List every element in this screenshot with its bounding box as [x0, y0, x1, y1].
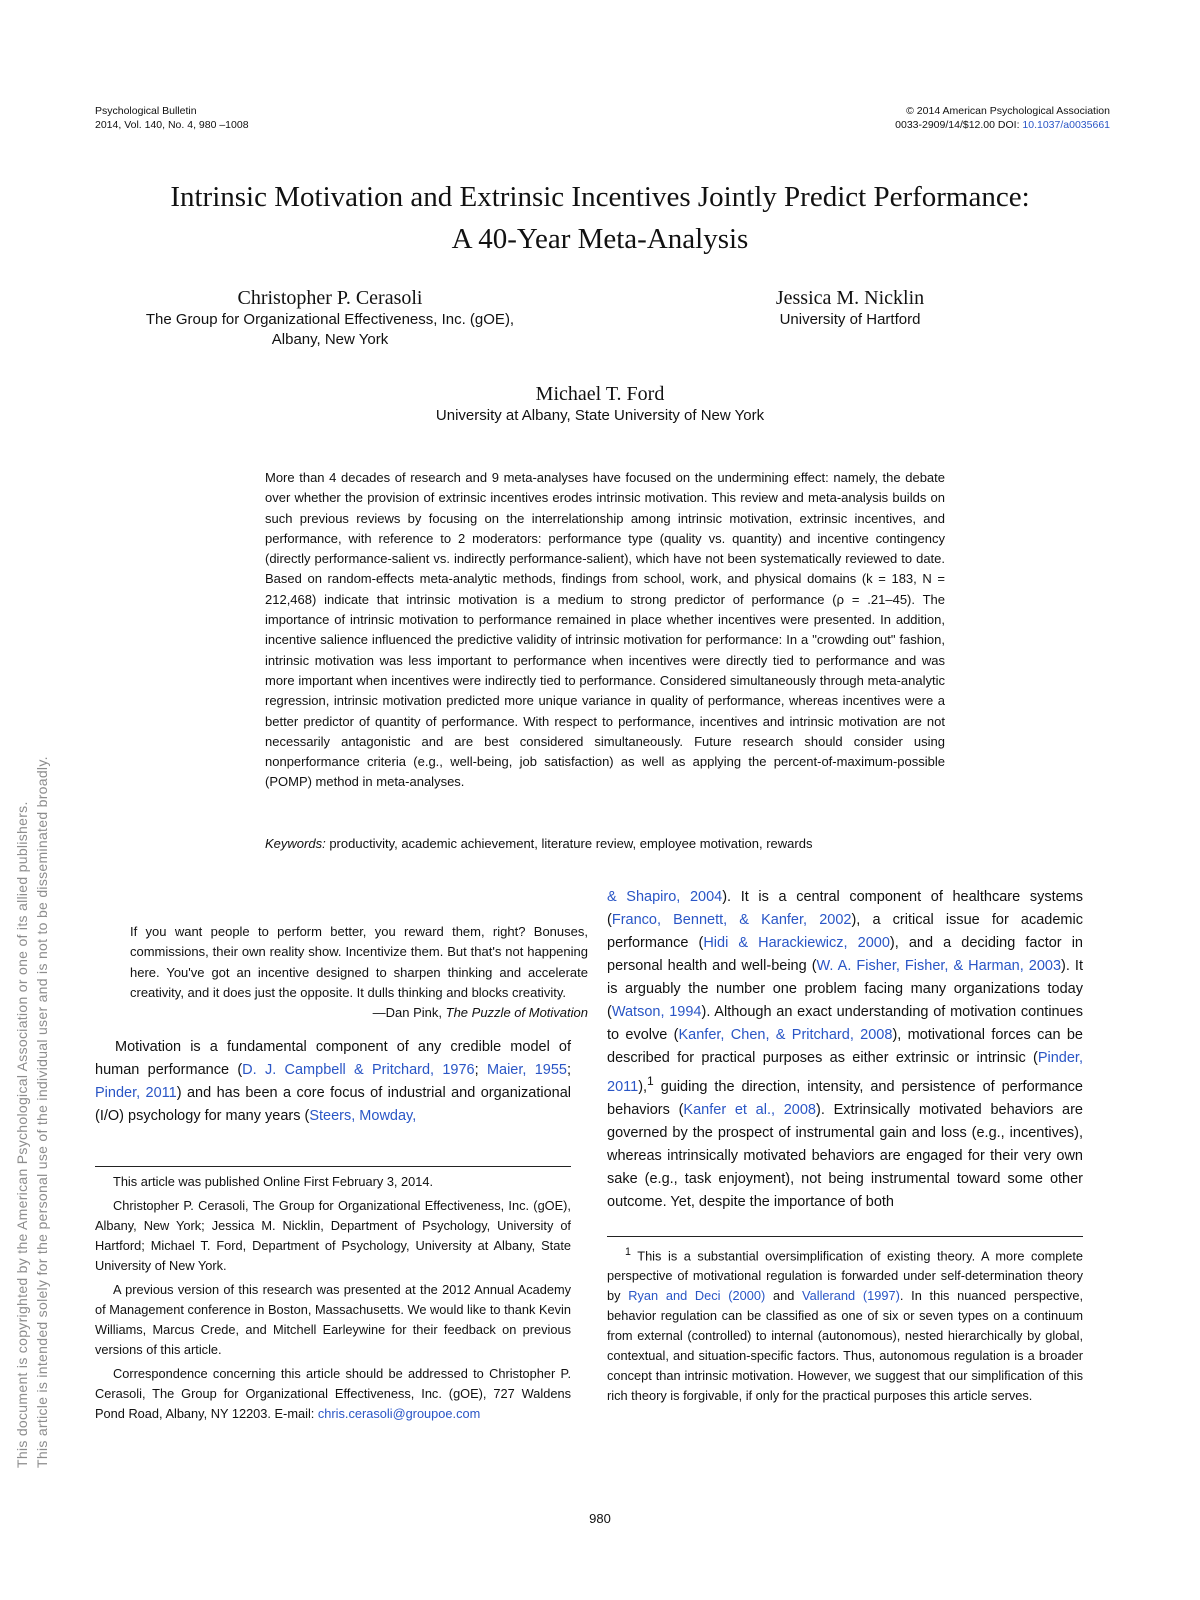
footnote-text: and — [765, 1288, 803, 1304]
citation-link[interactable]: Kanfer, Chen, & Pritchard, 2008 — [678, 1027, 893, 1043]
keywords-text: productivity, academic achievement, literature review, employee motivation, rewards — [325, 836, 813, 851]
body-text: ). Extrinsically motivated behaviors are governed by the prospect of instrumental gain and loss (e.g., incentives), whereas intrinsically motivated behaviors are engaged for their very own sake (e.g., task enjoyment), not being instrumental toward some other outcome. Yet, despite the importance of both — [607, 1101, 1083, 1210]
author-name: Jessica M. Nicklin — [775, 287, 925, 309]
footnote-acknowledgment: A previous version of this research was presented at the 2012 Annual Academy of Management conference in Boston, Massachusetts. We would like to thank Kevin Williams, Marcus Crede, and Mitchell Earleywine for their feedback on previous versions of this article. — [95, 1282, 571, 1357]
footnote-text: This is a substantial oversimplification of existing theory. A more complete perspective of motivational regulation is forwarded under self-determination theory by — [607, 1248, 1083, 1304]
author-affiliation: The Group for Organizational Effectiveness, Inc. (gOE), — [145, 311, 515, 328]
footnote-1-text — [607, 1242, 1083, 1406]
citation-link[interactable]: Kanfer et al., 2008 — [683, 1101, 817, 1118]
body-text: ). It is a central component of healthcare systems ( — [607, 889, 1084, 928]
body-text: guiding the direction, intensity, and persistence of performance behaviors ( — [607, 1078, 1083, 1118]
epigraph — [130, 922, 588, 1023]
citation-link[interactable]: & Shapiro, 2004 — [607, 889, 723, 905]
correspondence-text: Correspondence concerning this article should be addressed to Christopher P. Cerasoli, The Group for Organizational Effectiveness, Inc. (gOE), 727 Waldens Pond Road, Albany, NY 12203. E-mail: — [95, 1366, 571, 1421]
citation-link[interactable]: Ryan and Deci (2000) — [628, 1288, 766, 1304]
epigraph-source: The Puzzle of Motivation — [445, 1005, 588, 1021]
abstract: More than 4 decades of research and 9 meta-analyses have focused on the undermining effect: namely, the debate over whether the provision of extrinsic incentives erodes intrinsic motivation. This review and meta-analysis builds on such previous reviews by focusing on the interrelationship among intrinsic motivation, extrinsic incentives, and performance, with reference to 2 moderators: performance type (quality vs. quantity) and incentive contingency (directly performance-salient vs. indirectly performance-salient), which have not been systematically reviewed to date. Based on random-effects meta-analytic methods, findings from school, work, and physical domains (k = 183, N = 212,468) indicate that intrinsic motivation is a medium to strong predictor of performance (ρ = .21–45). The importance of intrinsic motivation to performance remained in place whether incentives were presented. In addition, incentive salience influenced the predictive validity of intrinsic motivation for performance: In a "crowding out" fashion, intrinsic motivation was less important to performance when incentives were directly tied to performance and was more important when incentives were indirectly tied to performance. Considered simultaneously through meta-analytic regression, intrinsic motivation predicted more unique variance in quality of performance, whereas incentives were a better predictor of quantity of performance. With respect to performance, incentives and intrinsic motivation are not necessarily antagonistic and are best considered simultaneously. Future research should consider using nonperformance criteria (e.g., well-being, job satisfaction) as well as applying the percent-of-maximum-possible (POMP) method in meta-analyses. — [265, 470, 945, 790]
body-text: ; — [566, 1062, 572, 1078]
body-text: ) and has been a core focus of industrial and organizational (I/O) psychology for many years ( — [95, 1085, 571, 1124]
author-affiliation-location: Albany, New York — [271, 331, 389, 348]
email-link[interactable]: chris.cerasoli@groupoe.com — [317, 1406, 481, 1421]
author-affiliation: University of Hartford — [779, 311, 921, 328]
body-paragraph-left — [95, 1036, 571, 1128]
citation-link[interactable]: D. J. Campbell & Pritchard, 1976 — [242, 1062, 475, 1078]
citation-link[interactable]: Franco, Bennett, & Kanfer, 2002 — [611, 912, 852, 928]
author-block-ford — [300, 382, 900, 426]
footnote-number: 1 — [625, 1246, 631, 1258]
citation-link[interactable]: Maier, 1955 — [486, 1062, 567, 1078]
citation-link[interactable]: Watson, 1994 — [611, 1004, 702, 1020]
footnote-publication: This article was published Online First February 3, 2014. — [113, 1174, 434, 1189]
citation-link[interactable]: Steers, Mowday, — [309, 1108, 417, 1124]
epigraph-quote: If you want people to perform better, you reward them, right? Bonuses, commissions, their own reality show. Incentivize them. But that's not happening here. You've got an incentive designed to sharpen thinking and accelerate creativity, and it does just the opposite. It dulls thinking and blocks creativity. — [130, 924, 588, 1000]
watermark-line-1: This document is copyrighted by the American Psychological Association or one of its allied publishers. — [14, 801, 30, 1468]
citation-link[interactable]: W. A. Fisher, Fisher, & Harman, 2003 — [816, 958, 1062, 974]
copyright-text: © 2014 American Psychological Association — [906, 105, 1110, 117]
title-line-1: Intrinsic Motivation and Extrinsic Incentives Jointly Predict Performance: — [170, 181, 1030, 213]
watermark-line-2: This article is intended solely for the personal use of the individual user and is not to be disseminated broadly. — [34, 756, 50, 1468]
body-text: ). It is arguably the number one problem facing many organizations today ( — [607, 958, 1083, 1020]
footnotes-left — [95, 1172, 571, 1428]
citation-link[interactable]: Vallerand (1997) — [802, 1288, 900, 1304]
footnote-text: . In this nuanced perspective, behavior regulation can be classified as one of six or seven types on a continuum from external (controlled) to internal (autonomous), nested hierarchically by global, contextual, and situation-specific factors. Thus, autonomous regulation is a broader concept than intrinsic motivation. However, we suggest that our simplification of this rich theory is forgivable, if only for the practical purposes this article serves. — [607, 1288, 1083, 1404]
doi-link[interactable]: 10.1037/a0035661 — [1022, 119, 1110, 131]
body-text: ), motivational forces can be described for practical purposes as either extrinsic or intrinsic ( — [607, 1027, 1083, 1066]
footnote-1 — [607, 1242, 1083, 1410]
epigraph-author: —Dan Pink, — [372, 1005, 446, 1021]
author-block-cerasoli — [100, 286, 560, 350]
citation-link[interactable]: Hidi & Harackiewicz, 2000 — [703, 935, 890, 951]
body-text: ; — [474, 1062, 487, 1078]
footnote-correspondence — [95, 1364, 571, 1424]
keywords — [265, 836, 945, 851]
doi-line — [895, 118, 1110, 132]
body-text: ), and a deciding factor in personal health and well-being ( — [607, 935, 1083, 974]
journal-header — [95, 104, 249, 132]
author-name: Christopher P. Cerasoli — [237, 287, 423, 309]
body-text: Motivation is a fundamental component of any credible model of human performance ( — [95, 1039, 571, 1078]
journal-volume: 2014, Vol. 140, No. 4, 980 –1008 — [95, 119, 249, 131]
citation-link[interactable]: Pinder, 2011 — [95, 1085, 177, 1101]
author-name: Michael T. Ford — [535, 383, 665, 405]
footnote-marker[interactable]: 1 — [647, 1074, 654, 1088]
keywords-label: Keywords: — [265, 836, 326, 851]
copyright-header — [895, 104, 1110, 132]
paper-title — [60, 176, 1140, 260]
footnote-affiliations: Christopher P. Cerasoli, The Group for Organizational Effectiveness, Inc. (gOE), Albany, New York; Jessica M. Nicklin, Department of Psychology, University of Hartford; Michael T. Ford, Department of Psychology, University at Albany, State University of New York. — [95, 1198, 571, 1273]
journal-name: Psychological Bulletin — [95, 105, 197, 117]
footnote-divider-left — [95, 1166, 571, 1167]
citation-link[interactable]: Pinder, 2011 — [607, 1050, 1083, 1095]
body-paragraph-right — [607, 886, 1083, 1214]
epigraph-attribution — [130, 1003, 588, 1023]
body-text: ), — [638, 1078, 648, 1095]
body-text: ). Although an exact understanding of motivation continues to evolve ( — [607, 1004, 1083, 1043]
page-number: 980 — [589, 1511, 611, 1526]
body-text: ), a critical issue for academic performance ( — [607, 912, 1083, 951]
title-line-2: A 40-Year Meta-Analysis — [451, 223, 749, 255]
author-block-nicklin — [720, 286, 980, 330]
author-affiliation: University at Albany, State University of New York — [435, 407, 765, 424]
footnote-divider-right — [607, 1236, 1083, 1237]
issn-text: 0033-2909/14/$12.00 DOI: — [895, 119, 1023, 131]
